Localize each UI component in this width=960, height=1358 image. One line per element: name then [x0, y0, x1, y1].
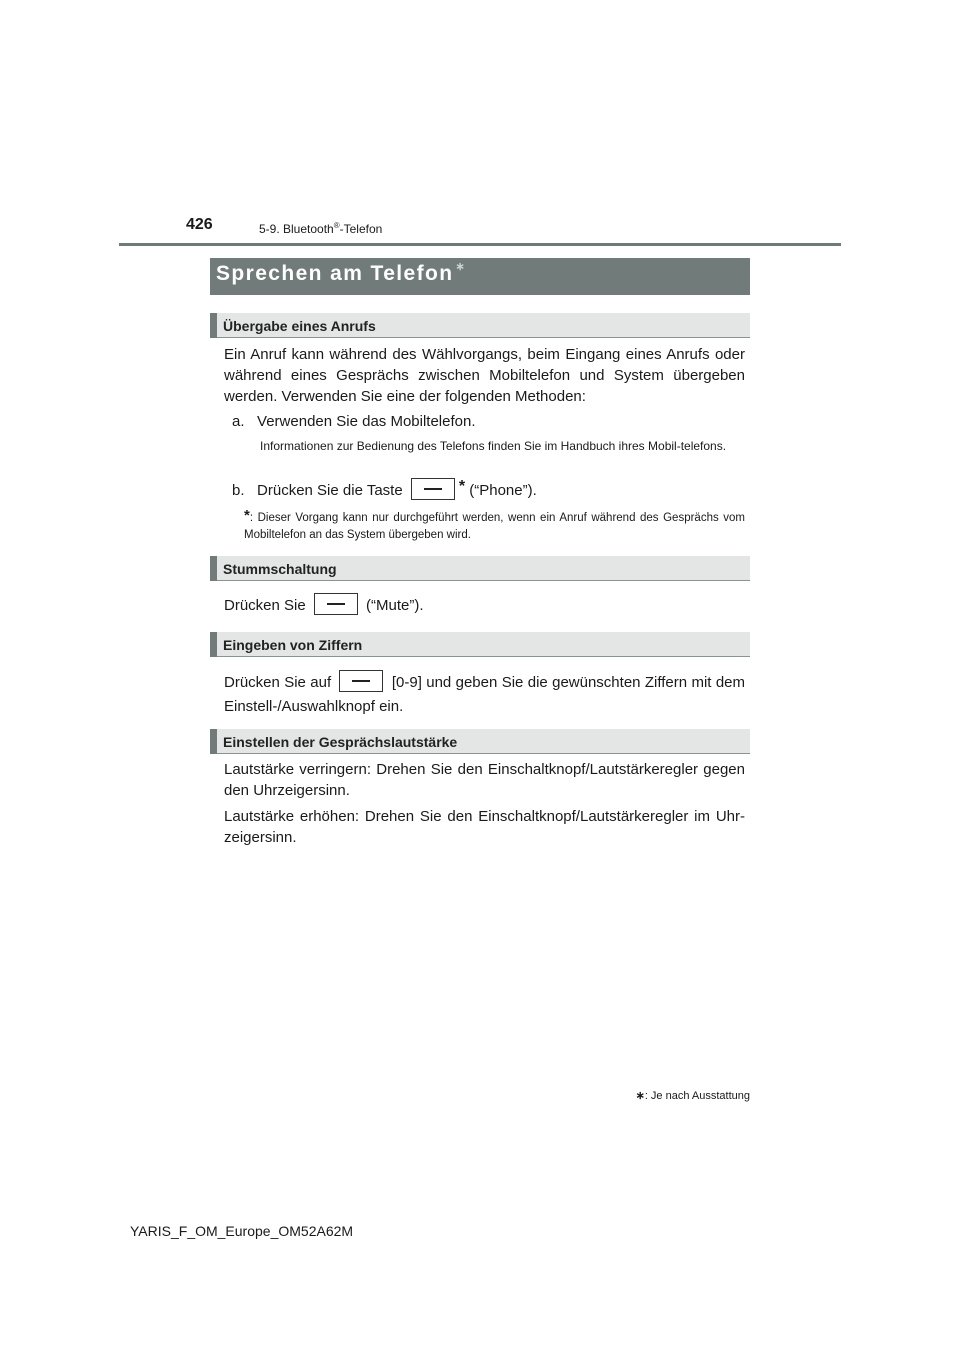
- document-id: YARIS_F_OM_Europe_OM52A62M: [130, 1223, 354, 1239]
- digits-instruction: [224, 671, 745, 719]
- transfer-intro: Ein Anruf kann während des Wählvorgangs, beim Eingang eines Anrufs oder während eines Gesprächs zwischen Mobiltelefon und System übergeben werden. Verwenden Sie eine der folgenden Methoden:: [224, 346, 745, 405]
- mute-before: Drücken Sie: [224, 597, 306, 614]
- subheading-transfer: [210, 313, 750, 338]
- digits-after: [0-9] und geben Sie die gewünschten Ziffern mit dem Einstell-/Auswahlknopf ein.: [224, 674, 746, 715]
- item-a-detail: Informationen zur Bedienung des Telefons finden Sie im Handbuch ihres Mobil-telefons.: [260, 439, 727, 453]
- subheading-digits-label: Eingeben von Ziffern: [223, 637, 363, 653]
- title-bar: [210, 258, 750, 295]
- mute-instruction: [224, 595, 745, 617]
- volume-increase: Lautstärke erhöhen: Drehen Sie den Einschaltknopf/Lautstärkeregler im Uhr-zeigersinn.: [224, 808, 745, 846]
- subheading-marker: [210, 632, 217, 657]
- subheading-volume: [210, 729, 750, 754]
- title-asterisk: ∗: [455, 261, 467, 273]
- item-a-marker: a.: [232, 413, 245, 430]
- transfer-note: [244, 508, 745, 544]
- page-number: 426: [186, 216, 213, 233]
- subheading-marker: [210, 729, 217, 754]
- subheading-digits: [210, 632, 750, 657]
- item-b-asterisk: *: [458, 478, 466, 495]
- section-reference: [259, 221, 382, 236]
- equipment-footnote: [625, 1089, 750, 1102]
- subheading-volume-label: Einstellen der Gesprächslautstärke: [223, 734, 458, 750]
- footnote-text: : Je nach Ausstattung: [644, 1090, 750, 1102]
- subheading-transfer-label: Übergabe eines Anrufs: [223, 318, 376, 334]
- mute-after: (“Mute”).: [366, 597, 424, 614]
- subheading-marker: [210, 313, 217, 338]
- transfer-item-b: [232, 480, 752, 502]
- subheading-mute-label: Stummschaltung: [223, 561, 337, 577]
- note-asterisk: *: [244, 507, 250, 524]
- section-prefix: 5-9. Bluetooth: [259, 222, 334, 236]
- page-title: [216, 262, 466, 286]
- item-b-before: Drücken Sie die Taste: [257, 482, 403, 499]
- subheading-marker: [210, 556, 217, 581]
- digits-before: Drücken Sie auf: [224, 674, 332, 691]
- footnote-asterisk: ∗: [635, 1090, 645, 1102]
- keypad-key-icon: [339, 670, 383, 692]
- phone-key-icon: [411, 478, 455, 500]
- item-b-after: (“Phone”).: [469, 482, 537, 499]
- header-rule: [119, 243, 841, 246]
- section-suffix: -Telefon: [339, 222, 383, 236]
- page-title-text: Sprechen am Telefon: [216, 262, 454, 285]
- subheading-mute: [210, 556, 750, 581]
- item-a-text: Verwenden Sie das Mobiltelefon.: [257, 413, 476, 430]
- volume-decrease: Lautstärke verringern: Drehen Sie den Einschaltknopf/Lautstärkeregler gegen den Uhrzeigersinn.: [224, 761, 745, 799]
- mute-key-icon: [314, 593, 358, 615]
- item-b-marker: b.: [232, 482, 245, 499]
- registered-mark: ®: [333, 221, 340, 230]
- note-text: : Dieser Vorgang kann nur durchgeführt werden, wenn ein Anruf während des Gesprächs vom Mobiltelefon an das System übergeben wird.: [244, 512, 745, 541]
- transfer-item-a: [232, 411, 752, 432]
